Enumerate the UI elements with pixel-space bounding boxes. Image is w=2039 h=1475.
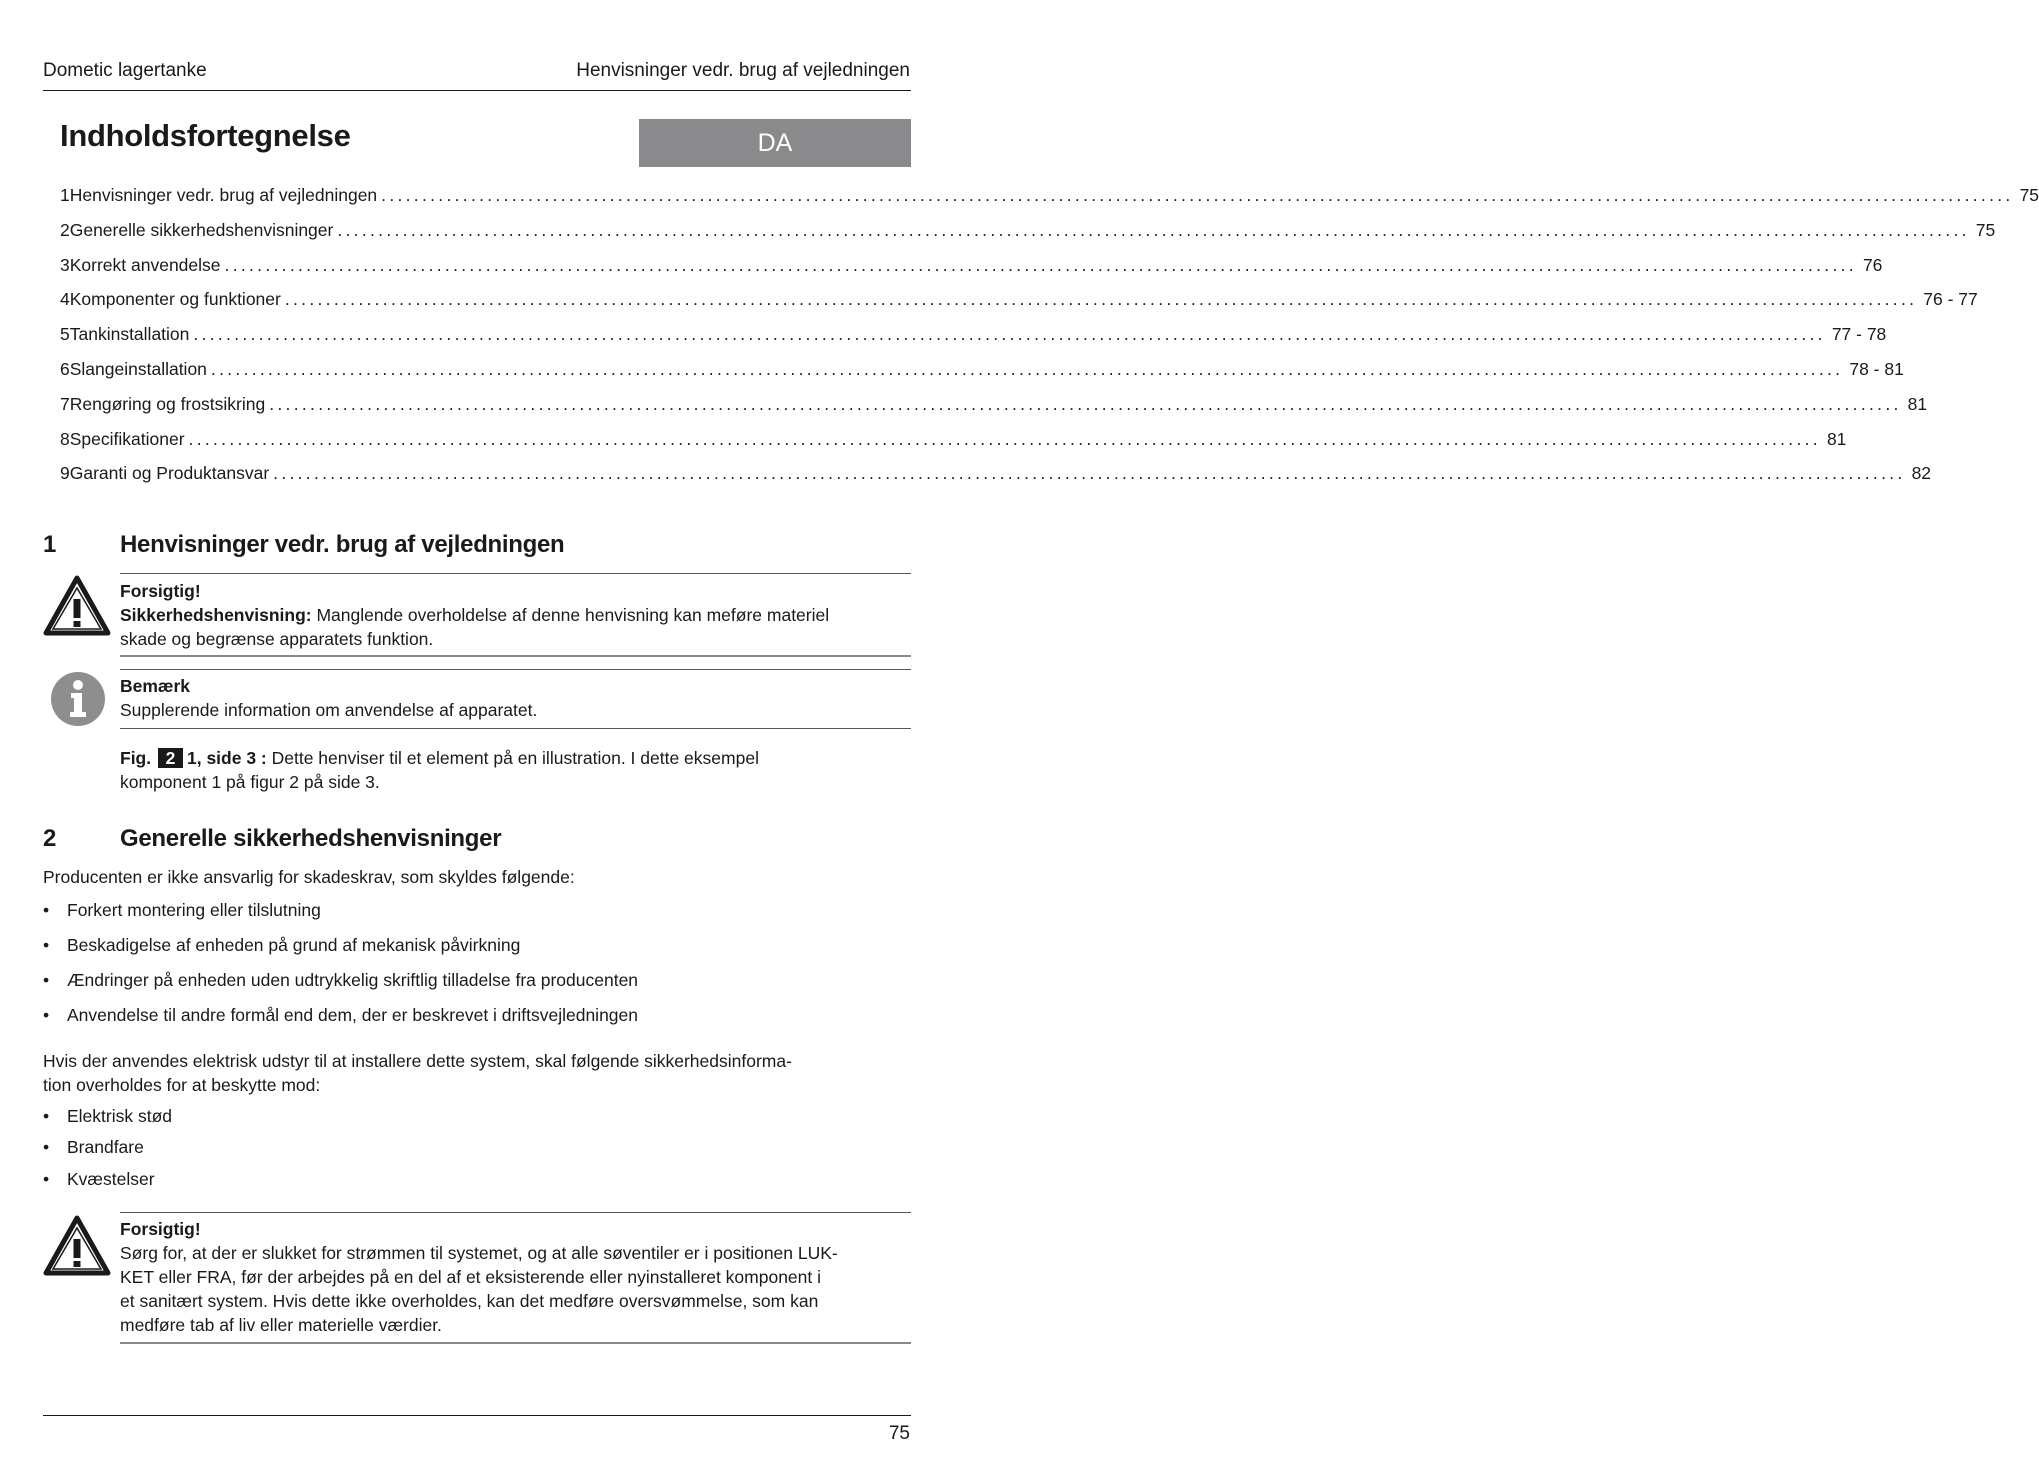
toc-leader-dots: ........................................................................................................................................................................................................ <box>193 324 1826 345</box>
toc-title: Generelle sikkerhedshenvisninger <box>69 219 334 240</box>
toc-leader-dots: ........................................................................................................................................................................................................ <box>337 219 1970 240</box>
note-label: Bemærk <box>120 676 191 696</box>
toc-number: 9 <box>60 463 70 484</box>
caution-label: Forsigtig! <box>120 1219 201 1239</box>
note-text: Supplerende information om anvendelse af apparatet. <box>120 700 538 720</box>
toc-title: Tankinstallation <box>69 324 190 345</box>
note-bottom-rule <box>120 728 911 729</box>
figure-reference-note <box>120 746 910 794</box>
toc-number: 8 <box>60 428 70 449</box>
toc-number: 1 <box>60 185 70 205</box>
caution-line-3: et sanitært system. Hvis dette ikke overholdes, kan det medføre oversvømmelse, som kan <box>120 1291 819 1311</box>
section-number: 1 <box>43 531 57 558</box>
toc-number: 6 <box>60 358 70 379</box>
toc-entry <box>60 185 2039 220</box>
toc-leader-dots: ........................................................................................................................................................................................................ <box>273 463 1906 484</box>
header-divider <box>43 90 911 91</box>
toc-title: Korrekt anvendelse <box>69 254 221 275</box>
toc-leader-dots: ........................................................................................................................................................................................................ <box>224 254 1857 275</box>
toc-leader-dots: ........................................................................................................................................................................................................ <box>269 393 1902 414</box>
fig-prefix: Fig. <box>120 748 152 768</box>
paragraph-line-1: Hvis der anvendes elektrisk udstyr til at installere dette system, skal følgende sikkerhedsinforma- <box>43 1051 792 1071</box>
toc-page: 77 - 78 <box>1831 324 1887 345</box>
toc-title: Henvisninger vedr. brug af vejledningen <box>69 185 378 205</box>
caution-line-2: KET eller FRA, før der arbejdes på en del af et eksisterende eller nyinstalleret komponent i <box>120 1267 821 1287</box>
language-tab: DA <box>639 119 911 167</box>
header-product-name: Dometic lagertanke <box>43 60 207 81</box>
toc-entry <box>60 219 1996 255</box>
toc-entry <box>60 324 1887 359</box>
toc-leader-dots: ........................................................................................................................................................................................................ <box>381 185 2014 205</box>
toc-leader-dots: ........................................................................................................................................................................................................ <box>188 428 1821 449</box>
toc-entry <box>60 393 1928 429</box>
toc-leader-dots: ........................................................................................................................................................................................................ <box>284 289 1918 310</box>
caution-line-4: medføre tab af liv eller materielle værdier. <box>120 1315 442 1335</box>
electrical-safety-paragraph <box>43 1049 911 1097</box>
hazard-list: • Elektrisk stød • Brandfare • Kvæstelser <box>43 1106 173 1189</box>
paragraph-line-2: tion overholdes for at beskytte mod: <box>43 1075 321 1095</box>
toc-page: 81 <box>1907 393 1928 414</box>
toc-page: 76 <box>1862 254 1883 275</box>
toc-number: 7 <box>60 393 70 414</box>
caution-top-rule <box>120 1212 911 1213</box>
page-number: 75 <box>888 1423 910 1444</box>
caution-bottom-rule <box>120 655 911 657</box>
toc-entry <box>60 289 1978 324</box>
caution-text-1: Manglende overholdelse af denne henvisning kan meføre materiel <box>311 605 830 625</box>
toc-page: 82 <box>1911 463 1932 484</box>
toc-title: Slangeinstallation <box>69 358 207 379</box>
page-title: Indholdsfortegnelse <box>60 118 351 153</box>
toc-number: 4 <box>60 289 70 310</box>
toc-number: 2 <box>60 219 70 240</box>
toc-entry <box>60 428 1847 464</box>
toc-title: Komponenter og funktioner <box>69 289 281 310</box>
toc-number: 3 <box>60 254 70 275</box>
toc-entry <box>60 254 1883 290</box>
note-top-rule <box>120 669 911 670</box>
toc-title: Rengøring og frostsikring <box>69 393 266 414</box>
section-title: Henvisninger vedr. brug af vejledningen <box>120 531 565 558</box>
caution-text-line-1 <box>120 603 910 627</box>
caution-line-1: Sørg for, at der er slukket for strømmen til systemet, og at alle søventiler er i positionen LUK- <box>120 1243 838 1263</box>
caution-bottom-rule <box>120 1342 911 1344</box>
fig-line-1 <box>120 746 910 770</box>
figure-number-box: 2 <box>158 748 183 768</box>
fig-line-2: komponent 1 på figur 2 på side 3. <box>120 772 380 792</box>
section-1-heading <box>43 531 903 561</box>
caution-label: Forsigtig! <box>120 581 201 601</box>
caution-top-rule <box>120 573 911 574</box>
warning-triangle-icon <box>43 575 111 642</box>
toc-title: Garanti og Produktansvar <box>69 463 270 484</box>
caution-box-2 <box>120 1217 910 1337</box>
toc-page: 78 - 81 <box>1849 358 1904 379</box>
section-number: 2 <box>43 825 57 852</box>
caution-lead: Sikkerhedshenvisning: <box>120 605 312 625</box>
section-title: Generelle sikkerhedshenvisninger <box>120 825 502 852</box>
toc-page: 75 <box>2019 185 2039 205</box>
header-chapter-title: Henvisninger vedr. brug af vejledningen <box>576 60 910 81</box>
note-box <box>120 674 910 722</box>
toc-leader-dots: ........................................................................................................................................................................................................ <box>210 358 1844 379</box>
info-icon <box>50 671 106 732</box>
table-of-contents <box>60 185 2039 498</box>
toc-page: 81 <box>1826 428 1847 449</box>
section-2-heading <box>43 825 903 855</box>
toc-page: 75 <box>1975 219 1996 240</box>
caution-box-1 <box>120 579 910 651</box>
section-2-intro: Producenten er ikke ansvarlig for skadeskrav, som skyldes følgende: <box>43 867 575 887</box>
toc-entry <box>60 358 1904 394</box>
toc-page: 76 - 77 <box>1923 289 1978 310</box>
warning-triangle-icon <box>43 1215 111 1282</box>
fig-text-1: Dette henviser til et element på en illustration. I dette eksempel <box>266 748 759 768</box>
toc-number: 5 <box>60 324 70 345</box>
fig-ref: 1, side 3 : <box>186 748 267 768</box>
toc-entry <box>60 463 1932 498</box>
caution-text-line-2: skade og begrænse apparatets funktion. <box>120 629 434 649</box>
liability-list: • Forkert montering eller tilslutning • Beskadigelse af enheden på grund af mekanisk påvirkning • Ændringer på enheden uden udtrykkelig skriftlig tilladelse fra producenten • Anvendelse til andre formål end dem, der er beskrevet i driftsvejledningen <box>43 900 639 1025</box>
footer-divider <box>43 1415 911 1416</box>
toc-title: Specifikationer <box>69 428 185 449</box>
